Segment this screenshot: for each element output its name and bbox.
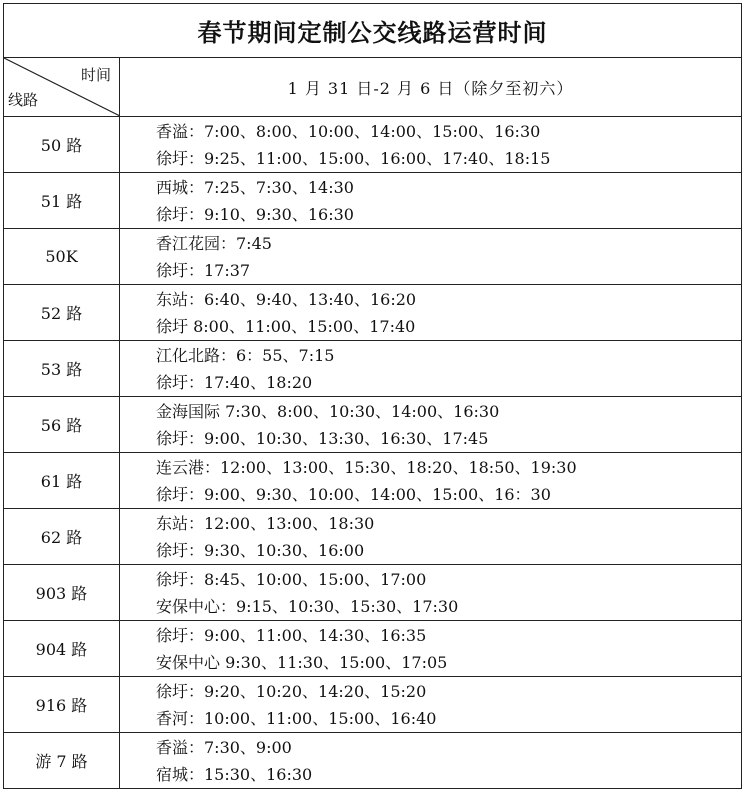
departure-times-line2: 徐圩：9:10、9:30、16:30 <box>156 204 354 224</box>
times-cell <box>120 509 742 565</box>
times-cell <box>120 117 742 173</box>
table-row <box>4 285 742 341</box>
times-cell <box>120 341 742 397</box>
route-name: 50K <box>4 229 120 285</box>
route-header-label: 线路 <box>8 91 39 109</box>
departure-times-line1: 香溢：7:00、8:00、10:00、14:00、15:00、16:30 <box>156 121 541 141</box>
departure-times-line1: 东站：12:00、13:00、18:30 <box>156 513 375 533</box>
table-row <box>4 173 742 229</box>
departure-times-line2: 安保中心 9:30、11:30、15:00、17:05 <box>156 652 448 672</box>
table-row <box>4 229 742 285</box>
departure-times-line1: 东站：6:40、9:40、13:40、16:20 <box>156 289 417 309</box>
departure-times-line1: 金海国际 7:30、8:00、10:30、14:00、16:30 <box>156 401 500 421</box>
times-cell <box>120 565 742 621</box>
departure-times-line1: 徐圩：9:00、11:00、14:30、16:35 <box>156 625 427 645</box>
table-row <box>4 677 742 733</box>
table-row <box>4 117 742 173</box>
diagonal-header-cell <box>4 58 120 117</box>
departure-times-line2: 徐圩：17:40、18:20 <box>156 372 313 392</box>
departure-times-line2: 徐圩：17:37 <box>156 260 251 280</box>
times-cell <box>120 621 742 677</box>
departure-times-line1: 江化北路：6：55、7:15 <box>156 345 335 365</box>
route-name: 904 路 <box>4 621 120 677</box>
time-header-label: 时间 <box>80 66 111 84</box>
departure-times-line1: 徐圩：8:45、10:00、15:00、17:00 <box>156 569 427 589</box>
table-row <box>4 621 742 677</box>
route-name: 50 路 <box>4 117 120 173</box>
departure-times-line2: 徐圩：9:25、11:00、15:00、16:00、17:40、18:15 <box>156 148 551 168</box>
departure-times-line2: 安保中心：9:15、10:30、15:30、17:30 <box>156 596 459 616</box>
date-range-header: 1 月 31 日-2 月 6 日（除夕至初六） <box>120 58 742 117</box>
route-name: 62 路 <box>4 509 120 565</box>
departure-times-line2: 宿城：15:30、16:30 <box>156 764 313 784</box>
table-row <box>4 509 742 565</box>
times-cell <box>120 397 742 453</box>
table-row <box>4 565 742 621</box>
route-name: 916 路 <box>4 677 120 733</box>
times-cell <box>120 285 742 341</box>
times-cell <box>120 733 742 789</box>
route-name: 游 7 路 <box>4 733 120 789</box>
departure-times-line2: 徐圩 8:00、11:00、15:00、17:40 <box>156 316 416 336</box>
table-row <box>4 341 742 397</box>
departure-times-line2: 香河：10:00、11:00、15:00、16:40 <box>156 708 437 728</box>
departure-times-line2: 徐圩：9:00、9:30、10:00、14:00、15:00、16：30 <box>156 484 551 504</box>
times-cell <box>120 677 742 733</box>
route-name: 51 路 <box>4 173 120 229</box>
departure-times-line2: 徐圩：9:00、10:30、13:30、16:30、17:45 <box>156 428 489 448</box>
route-name: 61 路 <box>4 453 120 509</box>
departure-times-line1: 香江花园：7:45 <box>156 233 272 253</box>
schedule-table <box>3 3 742 789</box>
table-row <box>4 733 742 789</box>
table-title: 春节期间定制公交线路运营时间 <box>4 4 742 58</box>
times-cell <box>120 173 742 229</box>
departure-times-line1: 连云港：12:00、13:00、15:30、18:20、18:50、19:30 <box>156 457 577 477</box>
table-row <box>4 397 742 453</box>
route-name: 903 路 <box>4 565 120 621</box>
route-name: 53 路 <box>4 341 120 397</box>
departure-times-line1: 西城：7:25、7:30、14:30 <box>156 177 354 197</box>
route-name: 52 路 <box>4 285 120 341</box>
times-cell <box>120 453 742 509</box>
route-name: 56 路 <box>4 397 120 453</box>
departure-times-line1: 香溢：7:30、9:00 <box>156 737 292 757</box>
departure-times-line2: 徐圩：9:30、10:30、16:00 <box>156 540 365 560</box>
table-row <box>4 453 742 509</box>
departure-times-line1: 徐圩：9:20、10:20、14:20、15:20 <box>156 681 427 701</box>
times-cell <box>120 229 742 285</box>
